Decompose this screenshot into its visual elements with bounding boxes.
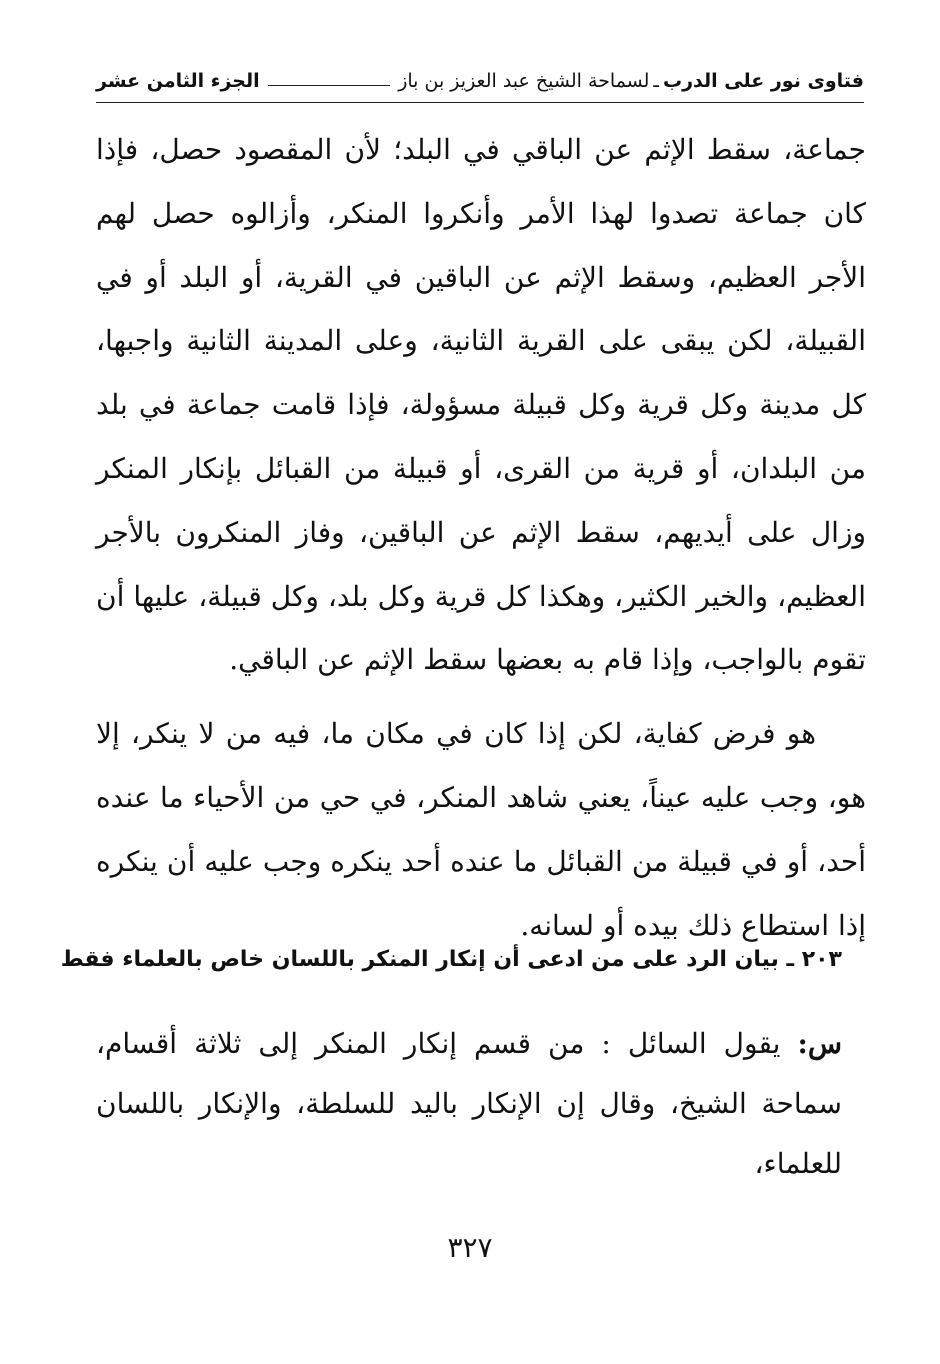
paragraph-2: هو فرض كفاية، لكن إذا كان في مكان ما، فيه من لا ينكر، إلا هو، وجب عليه عيناً، يعني شاهد المنكر، في حي من الأحياء ما عنده أحد، أو في قبيلة من القبائل ما عنده أحد ينكره وجب عليه أن ينكره إذا استطاع ذلك بيده أو لسانه. [96,717,866,942]
body-text [96,118,866,957]
header-divider [96,102,864,103]
running-header [96,64,864,98]
question-paragraph [96,1014,842,1194]
header-rule [268,85,391,86]
book-title: فتاوى نور على الدرب [663,70,864,92]
page-number: ٣٢٧ [447,1231,493,1264]
header-dash: ـ [653,70,659,92]
author-name: لسماحة الشيخ عبد العزيز بن باز [398,70,650,92]
question-text: يقول السائل : من قسم إنكار المنكر إلى ثلاثة أقسام، سماحة الشيخ، وقال إن الإنكار باليد للسلطة، والإنكار باللسان للعلماء، [96,1027,842,1180]
question-label: س: [797,1027,842,1060]
question-block [96,1014,842,1194]
volume-label: الجزء الثامن عشر [96,70,260,92]
paragraph-1: جماعة، سقط الإثم عن الباقي في البلد؛ لأن المقصود حصل، فإذا كان جماعة تصدوا لهذا الأمر وأنكروا المنكر، وأزالوه حصل لهم الأجر العظيم، وسقط الإثم عن الباقين في القرية، أو البلد أو في القبيلة، لكن يبقى على القرية الثانية، وعلى المدينة الثانية واجبها، كل مدينة وكل قرية وكل قبيلة مسؤولة، فإذا قامت جماعة في بلد من البلدان، أو قرية من القرى، أو قبيلة من القبائل بإنكار المنكر وزال على أيديهم، سقط الإثم عن الباقين، وفاز المنكرون بالأجر العظيم، والخير الكثير، وهكذا كل قرية وكل بلد، وكل قبيلة، عليها أن تقوم بالواجب، وإذا قام به بعضها سقط الإثم عن الباقي. [96,133,866,677]
section-heading: ٢٠٣ ـ بيان الرد على من ادعى أن إنكار المنكر باللسان خاص بالعلماء فقط [60,947,842,972]
